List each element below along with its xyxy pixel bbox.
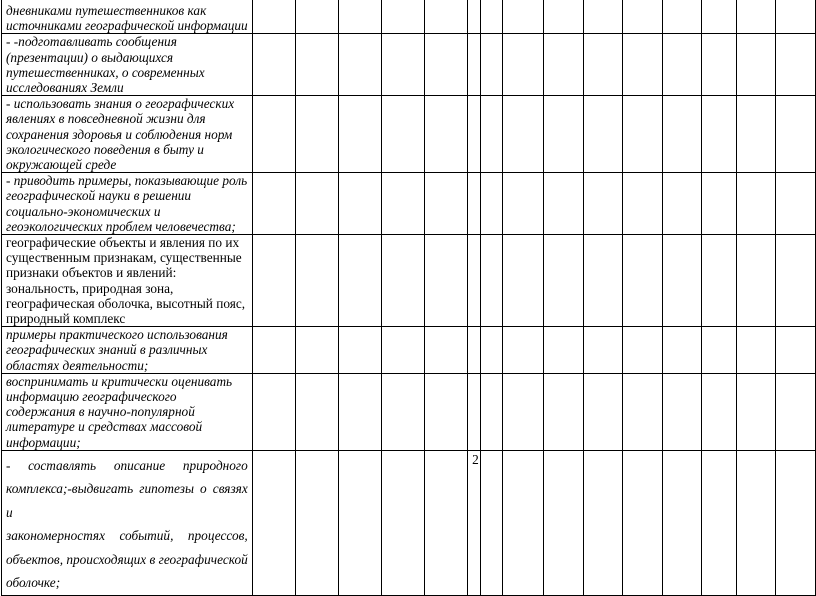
outcome-description <box>2 0 253 34</box>
table-row <box>2 34 816 96</box>
outcome-line: информации; <box>6 434 81 450</box>
grade-cell <box>252 96 295 173</box>
grade-cell <box>467 173 480 235</box>
grade-cell <box>775 96 815 173</box>
grade-cell <box>295 327 338 374</box>
grade-cell <box>622 373 662 450</box>
grade-cell <box>338 173 381 235</box>
grade-cell <box>502 34 543 96</box>
grade-cell <box>736 373 775 450</box>
grade-cell <box>543 450 583 595</box>
grade-cell <box>622 0 662 34</box>
grade-cell <box>583 450 622 595</box>
outcome-line: объектов, происходящих в географической <box>6 551 248 567</box>
grade-cell <box>622 173 662 235</box>
table-row <box>2 373 816 450</box>
grade-cell <box>583 373 622 450</box>
grade-cell <box>295 450 338 595</box>
grade-cell <box>502 373 543 450</box>
grade-cell <box>424 327 467 374</box>
grade-cell <box>381 96 424 173</box>
grade-cell <box>701 173 736 235</box>
grade-cell <box>775 450 815 595</box>
grade-cell <box>736 327 775 374</box>
outcome-line: окружающей среде <box>6 157 117 173</box>
grade-cell <box>424 96 467 173</box>
grade-cell <box>467 34 480 96</box>
grade-cell <box>701 373 736 450</box>
grade-cell <box>701 34 736 96</box>
grade-cell <box>583 0 622 34</box>
grade-cell <box>775 34 815 96</box>
outcome-line: экологического поведения в быту и <box>6 141 204 157</box>
grade-cell <box>543 0 583 34</box>
grade-cell <box>424 450 467 595</box>
grade-cell <box>295 173 338 235</box>
grade-cell <box>662 0 701 34</box>
grade-cell <box>381 235 424 327</box>
grade-cell <box>662 96 701 173</box>
grade-cell <box>381 327 424 374</box>
grade-cell <box>295 0 338 34</box>
grade-cell <box>502 450 543 595</box>
grade-cell <box>252 373 295 450</box>
grade-cell <box>338 373 381 450</box>
grade-cell <box>622 235 662 327</box>
grade-cell <box>736 173 775 235</box>
grade-cell <box>338 327 381 374</box>
grade-cell <box>467 0 480 34</box>
grade-cell <box>480 450 502 595</box>
outcome-line: воспринимать и критически оценивать <box>6 373 233 389</box>
table-row <box>2 450 816 595</box>
outcome-description <box>2 450 253 595</box>
grade-cell <box>424 235 467 327</box>
table-row <box>2 235 816 327</box>
outcome-line: существенным признакам, существенные <box>6 250 242 266</box>
outcome-line: социально-экономических и <box>6 203 161 219</box>
outcome-line: - приводить примеры, показывающие роль <box>6 173 248 189</box>
grade-cell <box>502 235 543 327</box>
grade-cell <box>543 173 583 235</box>
grade-cell <box>662 235 701 327</box>
grade-cell <box>252 173 295 235</box>
grade-cell <box>543 327 583 374</box>
outcome-description <box>2 96 253 173</box>
grade-cell <box>583 327 622 374</box>
grade-cell <box>381 0 424 34</box>
grade-cell <box>701 327 736 374</box>
grade-cell <box>502 96 543 173</box>
grade-cell <box>480 173 502 235</box>
grade-cell <box>295 34 338 96</box>
grade-cell <box>775 373 815 450</box>
outcome-line: - составлять описание природного <box>6 457 248 473</box>
grade-cell <box>424 34 467 96</box>
grade-cell <box>381 450 424 595</box>
grade-cell <box>467 96 480 173</box>
grade-cell <box>736 34 775 96</box>
grade-cell <box>775 173 815 235</box>
outcome-line: геоэкологических проблем человечества; <box>6 218 236 234</box>
grade-cell <box>502 0 543 34</box>
grade-cell <box>662 173 701 235</box>
grade-cell <box>736 96 775 173</box>
grade-cell <box>701 450 736 595</box>
table-row <box>2 327 816 374</box>
outcome-line: источниками географической информации <box>6 18 248 34</box>
outcome-description <box>2 373 253 450</box>
outcome-line: - -подготавливать сообщения <box>6 34 177 50</box>
grade-cell <box>252 235 295 327</box>
grade-cell <box>583 96 622 173</box>
grade-cell <box>252 0 295 34</box>
grade-cell <box>543 235 583 327</box>
outcome-line: географическая оболочка, высотный пояс, <box>6 295 246 311</box>
grade-cell-value: 2 <box>467 450 480 595</box>
outcome-description <box>2 34 253 96</box>
grade-cell <box>502 173 543 235</box>
table-row <box>2 173 816 235</box>
outcome-description <box>2 235 253 327</box>
outcome-line: географической науки в решении <box>6 188 192 204</box>
grade-cell <box>502 327 543 374</box>
outcome-line: комплекса;-выдвигать гипотезы о связях и <box>6 481 248 520</box>
grade-cell <box>736 235 775 327</box>
grade-cell <box>583 34 622 96</box>
outcome-line: (презентации) о выдающихся <box>6 49 174 65</box>
outcome-line: зональность, природная зона, <box>6 280 174 296</box>
outcome-line: оболочке; <box>6 575 61 591</box>
grade-cell <box>662 34 701 96</box>
grade-cell <box>381 34 424 96</box>
outcome-line: исследованиях Земли <box>6 80 124 96</box>
grade-cell <box>295 96 338 173</box>
outcome-line: - использовать знания о географических <box>6 96 235 112</box>
outcome-line: закономерностях событий, процессов, <box>6 528 248 544</box>
outcome-line: географических знаний в различных <box>6 342 208 358</box>
grade-cell <box>622 450 662 595</box>
grade-cell <box>467 327 480 374</box>
grade-cell <box>775 327 815 374</box>
grade-cell <box>583 235 622 327</box>
outcome-description <box>2 327 253 374</box>
grade-cell <box>480 96 502 173</box>
grade-cell <box>543 373 583 450</box>
grade-cell <box>381 173 424 235</box>
outcome-line: географические объекты и явления по их <box>6 235 240 251</box>
grade-cell <box>622 327 662 374</box>
grade-cell <box>252 327 295 374</box>
grade-cell <box>424 0 467 34</box>
outcome-line: содержания в научно-популярной <box>6 404 195 420</box>
outcome-line: литературе и средствах массовой <box>6 419 203 435</box>
grade-cell <box>701 0 736 34</box>
grade-cell <box>381 373 424 450</box>
grade-cell <box>543 96 583 173</box>
grade-cell <box>424 173 467 235</box>
outcome-line: путешественниках, о современных <box>6 64 205 80</box>
outcomes-table <box>1 0 816 596</box>
grade-cell <box>622 34 662 96</box>
grade-cell <box>775 0 815 34</box>
outcome-line: явлениях в повседневной жизни для <box>6 111 206 127</box>
grade-cell <box>480 327 502 374</box>
outcome-line: природный комплекс <box>6 311 126 327</box>
outcome-line: информацию географического <box>6 389 177 405</box>
grade-cell <box>295 235 338 327</box>
grade-cell <box>775 235 815 327</box>
grade-cell <box>480 0 502 34</box>
grade-cell <box>295 373 338 450</box>
grade-cell <box>480 235 502 327</box>
grade-cell <box>662 450 701 595</box>
grade-cell <box>252 450 295 595</box>
grade-cell <box>701 96 736 173</box>
outcome-line: признаки объектов и явлений: <box>6 265 177 281</box>
grade-cell <box>467 235 480 327</box>
grade-cell <box>543 34 583 96</box>
grade-cell <box>662 327 701 374</box>
outcome-line: примеры практического использования <box>6 327 228 343</box>
grade-cell <box>467 373 480 450</box>
grade-cell <box>480 373 502 450</box>
table-row <box>2 96 816 173</box>
grade-cell <box>662 373 701 450</box>
grade-cell <box>736 450 775 595</box>
grade-cell <box>736 0 775 34</box>
grade-cell <box>252 34 295 96</box>
grade-cell <box>701 235 736 327</box>
grade-cell <box>583 173 622 235</box>
grade-cell <box>480 34 502 96</box>
grade-cell <box>338 450 381 595</box>
grade-cell <box>338 0 381 34</box>
outcome-line: областях деятельности; <box>6 357 149 373</box>
table-row <box>2 0 816 34</box>
grade-cell <box>424 373 467 450</box>
outcome-line: сохранения здоровья и соблюдения норм <box>6 126 233 142</box>
grade-cell <box>338 96 381 173</box>
outcome-line: дневниками путешественников как <box>6 3 207 18</box>
grade-cell <box>622 96 662 173</box>
grade-cell <box>338 34 381 96</box>
outcome-description <box>2 173 253 235</box>
grade-cell <box>338 235 381 327</box>
